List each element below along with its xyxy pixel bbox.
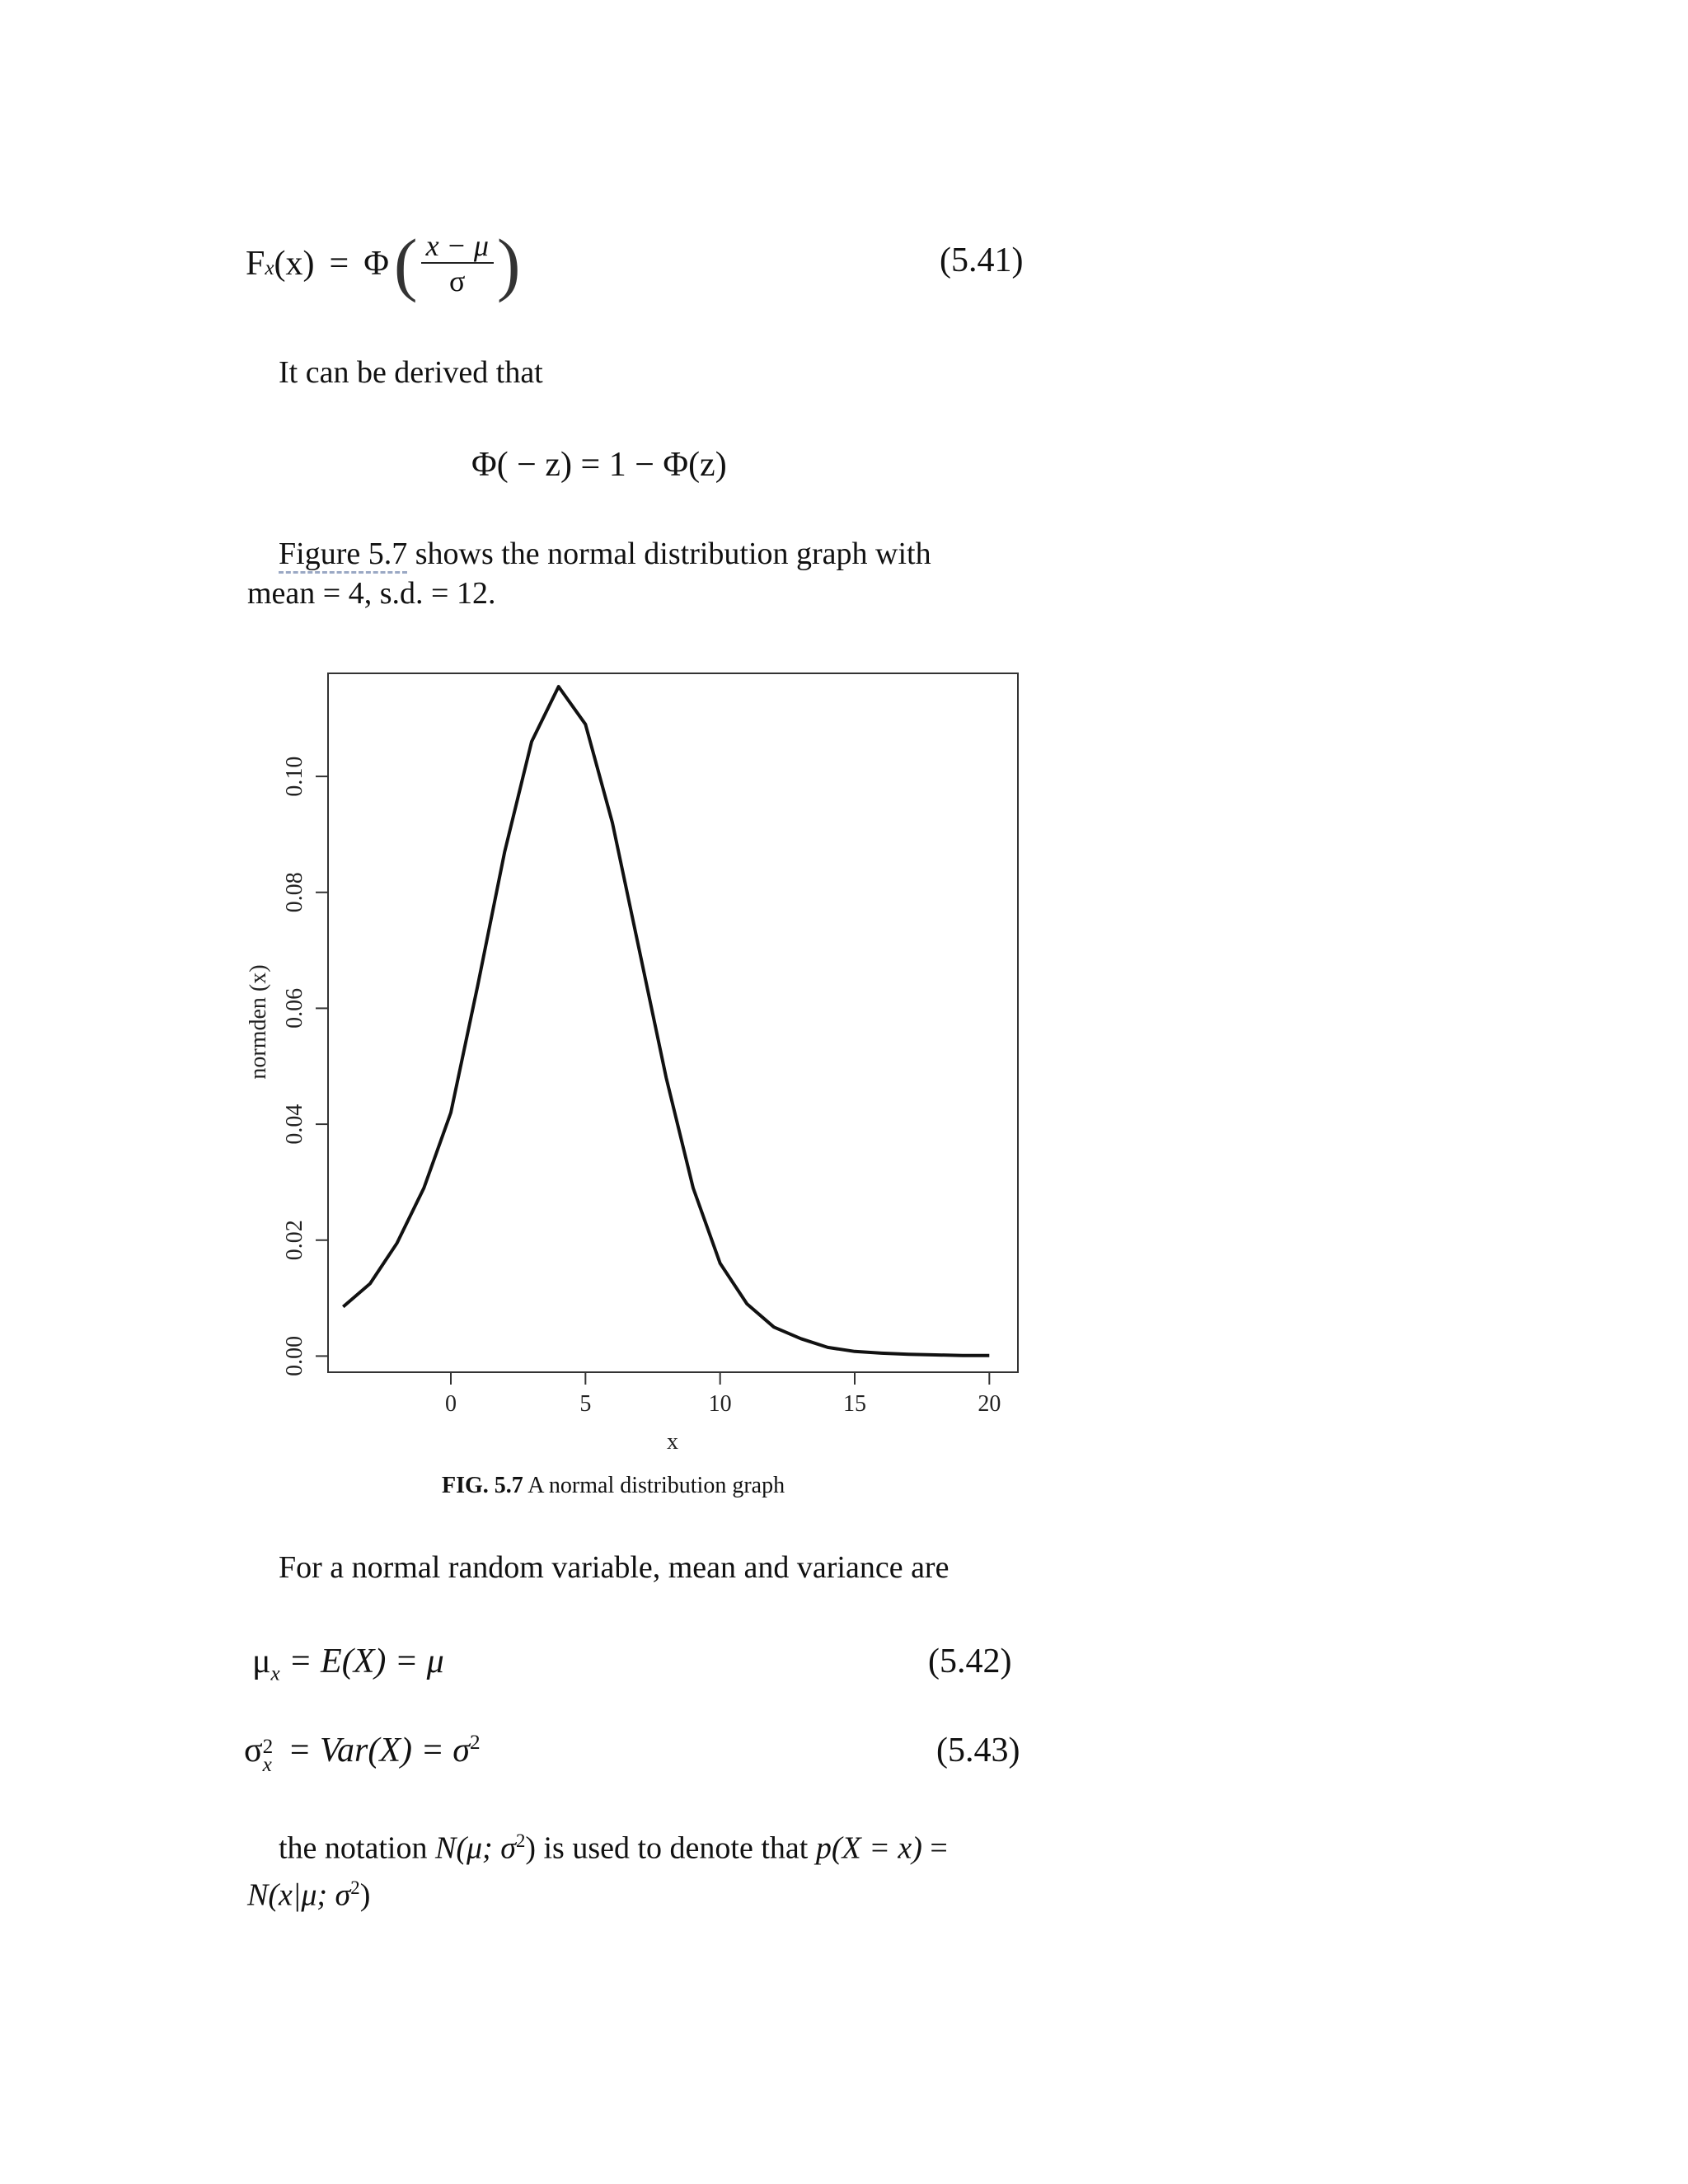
eq541-denominator: σ — [449, 265, 466, 298]
eq542-middle: = E(X) = μ — [279, 1643, 444, 1680]
y-axis — [282, 757, 328, 1376]
eq541-right-paren: ) — [496, 224, 521, 303]
eq543-middle-sup: 2 — [470, 1732, 481, 1754]
eq541-F: F — [246, 245, 265, 283]
eq541-arg: (x) — [274, 245, 315, 283]
y-axis-label: normden (x) — [246, 964, 271, 1080]
x-tick-label: 5 — [579, 1391, 592, 1417]
equation-number-5-42: (5.42) — [928, 1643, 1012, 1680]
eq543-sub: x — [262, 1754, 272, 1776]
notation-line2-end: ) — [359, 1877, 371, 1913]
eq542-sub: x — [270, 1662, 280, 1685]
notation-paragraph — [247, 1821, 1039, 1915]
derived-text: It can be derived that — [279, 355, 543, 390]
equation-5-41 — [246, 223, 521, 305]
figure-caption-text: A normal distribution graph — [523, 1473, 785, 1498]
eq543-middle: = Var(X) = σ — [279, 1732, 471, 1769]
eq541-left-paren: ( — [393, 224, 418, 303]
equation-number-5-41: (5.41) — [940, 241, 1024, 279]
figure-5-7-link[interactable]: Figure 5.7 — [279, 537, 407, 574]
x-axis — [445, 1372, 1001, 1417]
x-tick-label: 0 — [445, 1391, 457, 1417]
eq541-equals: = — [329, 245, 349, 283]
normal-distribution-chart — [231, 659, 1039, 1475]
y-tick-label: 0.08 — [282, 872, 307, 913]
eq541-sub: x — [265, 257, 274, 279]
y-tick-label: 0.10 — [282, 756, 307, 797]
plot-frame — [328, 673, 1018, 1372]
figure-reference-line2: mean = 4, s.d. = 12. — [247, 576, 496, 611]
y-tick-label: 0.04 — [282, 1104, 307, 1145]
eq543-scripts — [262, 1736, 279, 1776]
eq541-fraction — [421, 229, 494, 298]
notation-line2 — [247, 1868, 1039, 1915]
mean-variance-text: For a normal random variable, mean and variance are — [279, 1550, 950, 1585]
notation-text-a: the notation — [279, 1830, 435, 1866]
notation-text-c: = — [921, 1830, 948, 1866]
x-tick-label: 20 — [978, 1391, 1001, 1417]
equation-number-5-43: (5.43) — [936, 1732, 1020, 1769]
density-curve — [343, 687, 989, 1356]
eq541-numerator: x − μ — [421, 229, 494, 264]
eq543-lhs: σ — [244, 1732, 263, 1769]
eq543-sup: 2 — [262, 1736, 274, 1758]
y-tick-label: 0.02 — [282, 1220, 307, 1261]
eq541-phi: Φ — [363, 245, 389, 283]
y-tick-label: 0.06 — [282, 987, 307, 1029]
x-tick-label: 15 — [843, 1391, 866, 1417]
notation-text-b: ) is used to denote that — [525, 1830, 816, 1866]
notation-N: N(μ; σ — [434, 1830, 516, 1866]
notation-line1 — [247, 1821, 1039, 1868]
notation-p: p(X = x) — [815, 1830, 922, 1866]
x-tick-label: 10 — [708, 1391, 732, 1417]
figure-reference-paragraph — [247, 534, 1039, 613]
figure-reference-line1 — [247, 534, 1039, 574]
equation-5-42 — [252, 1642, 444, 1685]
phi-identity: Φ( − z) = 1 − Φ(z) — [471, 446, 727, 484]
figure-caption — [442, 1473, 785, 1499]
equation-5-43 — [244, 1731, 481, 1776]
figure-reference-rest: shows the normal distribution graph with — [407, 537, 931, 571]
notation-line2-sup: 2 — [350, 1877, 360, 1898]
notation-line2-N: N(x|μ; σ — [247, 1877, 351, 1913]
y-tick-label: 0.00 — [282, 1335, 307, 1376]
notation-sup: 2 — [515, 1830, 526, 1851]
x-axis-label: x — [667, 1429, 678, 1455]
eq542-lhs: μ — [252, 1643, 271, 1680]
figure-caption-label: FIG. 5.7 — [442, 1473, 523, 1498]
